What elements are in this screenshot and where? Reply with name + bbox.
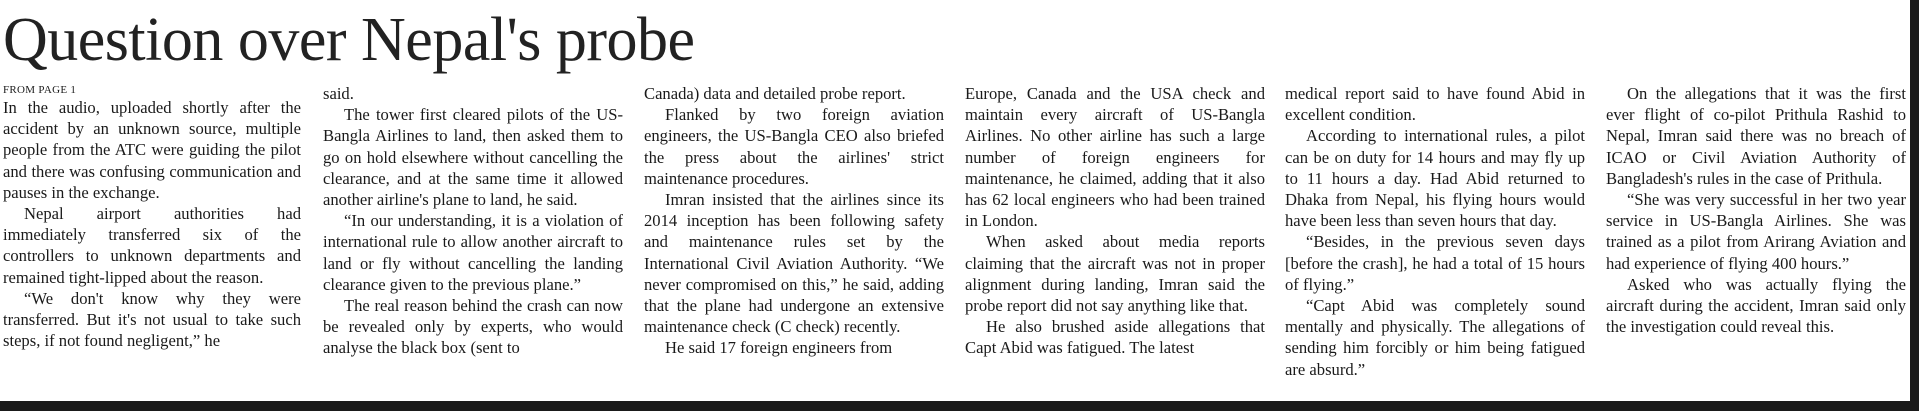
paragraph: Imran insisted that the airlines since its 2014 inception has been following safety and maintenance rules set by the International Civil Aviation Authority. “We never compromised on this,” he said, adding that the plane had undergone an extensive maintenance check (C check) recently. [644, 190, 944, 337]
article-body [0, 83, 1908, 396]
paragraph: “She was very successful in her two year service in US-Bangla Airlines. She was trained as a pilot from Arirang Aviation and had experience of flying 400 hours.” [1606, 190, 1906, 273]
paragraph: When asked about media reports claiming that the aircraft was not in proper alignment during landing, Imran said the probe report did not say anything like that. [965, 232, 1265, 316]
paragraph: “Capt Abid was completely sound mentally and physically. The allegations of sending him forcibly or him being fatigued are absurd.” [1285, 296, 1585, 379]
paragraph: On the allegations that it was the first ever flight of co-pilot Prithula Rashid to Nepal, Imran said there was no breach of ICAO or Civil Aviation Authority of Bangladesh's rules in the case of Prithula. [1606, 84, 1906, 188]
paragraph: medical report said to have found Abid in excellent condition. [1285, 84, 1585, 125]
page-edge-rule [1910, 0, 1919, 411]
paragraph: Europe, Canada and the USA check and maintain every aircraft of US-Bangla Airlines. No other airline has such a large number of foreign engineers for maintenance, he claimed, adding that it also has 62 local engineers who had been trained in London. [965, 84, 1265, 231]
paragraph: He said 17 foreign engineers from [665, 338, 893, 358]
kicker: FROM PAGE 1 [3, 84, 77, 96]
paragraph: He also brushed aside allegations that Capt Abid was fatigued. The latest [965, 317, 1265, 358]
paragraph: The tower first cleared pilots of the US-Bangla Airlines to land, then asked them to go on hold elsewhere without cancelling the clearance, and at the same time it allowed another airline's plane to land, he said. [323, 105, 623, 210]
paragraph: “In our understanding, it is a violation of international rule to allow another aircraft to land or fly without cancelling the landing clearance given to the previous plane.” [323, 211, 623, 294]
paragraph: “We don't know why they were transferred. But it's not usual to take such steps, if not found negligent,” he [3, 288, 301, 351]
column-4 [965, 83, 1265, 396]
column-6 [1606, 83, 1906, 396]
paragraph: Flanked by two foreign aviation engineers, the US-Bangla CEO also briefed the press about the airlines' strict maintenance procedures. [644, 105, 944, 188]
column-2 [323, 83, 623, 396]
paragraph: The real reason behind the crash can now be revealed only by experts, who would analyse the black box (sent to [323, 296, 623, 358]
paragraph: Asked who was actually flying the aircraft during the accident, Imran said only the investigation could reveal this. [1606, 274, 1906, 337]
paragraph: said. [323, 84, 354, 103]
paragraph: “Besides, in the previous seven days [before the crash], he had a total of 15 hours of flying.” [1285, 232, 1585, 294]
column-3 [644, 83, 944, 396]
paragraph: According to international rules, a pilot can be on duty for 14 hours and may fly up to 11 hours a day. Had Abid returned to Dhaka from Nepal, his flying hours would have been less than seven hours that day. [1285, 126, 1585, 231]
paragraph: In the audio, uploaded shortly after the accident by an unknown source, multiple people from the ATC were guiding the pilot and there was confusing communication and pauses in the exchange. [3, 98, 301, 202]
paragraph: Canada) data and detailed probe report. [644, 84, 906, 103]
headline: Question over Nepal's probe [3, 6, 695, 74]
page-bottom-rule [0, 401, 1919, 411]
column-5 [1285, 83, 1585, 396]
column-1 [3, 83, 301, 396]
paragraph: Nepal airport authorities had immediately transferred six of the controllers to unknown departments and remained tight-lipped about the reason. [3, 204, 301, 287]
